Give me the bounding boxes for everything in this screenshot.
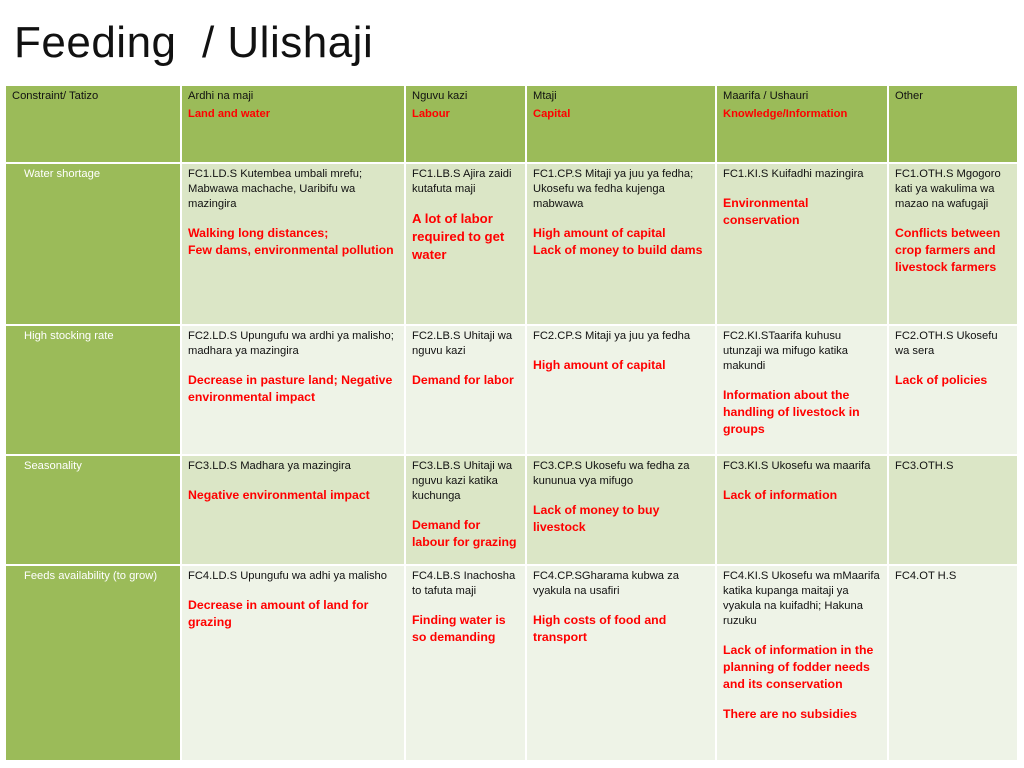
table-cell — [405, 455, 526, 565]
cell-en-text: A lot of labor required to get water — [412, 211, 505, 262]
cell-en-text: There are no subsidies — [723, 707, 857, 721]
cell-en-text: Walking long distances; Few dams, environmental pollution — [188, 226, 394, 257]
header-capital — [526, 85, 716, 163]
cell-en-text: Decrease in pasture land; Negative environmental impact — [188, 373, 393, 404]
row-label: High stocking rate — [5, 325, 181, 455]
cell-en-text: Demand for labor — [412, 373, 514, 387]
header-land-water — [181, 85, 405, 163]
header-sw-label: Maarifa / Ushauri — [723, 90, 809, 102]
cell-sw-text: FC1.KI.S Kuifadhi mazingira — [723, 168, 864, 180]
header-sw-label: Mtaji — [533, 90, 557, 102]
table-cell — [888, 565, 1018, 761]
cell-en-text: Negative environmental impact — [188, 488, 370, 502]
cell-sw-text: FC3.OTH.S — [895, 460, 954, 472]
header-labour — [405, 85, 526, 163]
cell-en-text: Decrease in amount of land for grazing — [188, 598, 369, 629]
table-cell — [716, 455, 888, 565]
cell-sw-text: FC2.OTH.S Ukosefu wa sera — [895, 330, 998, 357]
cell-sw-text: FC1.LD.S Kutembea umbali mrefu; Mabwawa machache, Uaribifu wa mazingira — [188, 168, 363, 210]
cell-en-text: Demand for labour for grazing — [412, 518, 517, 549]
cell-en-text: Environmental conservation — [723, 196, 809, 227]
table-cell — [181, 565, 405, 761]
cell-en-text: High costs of food and transport — [533, 613, 667, 644]
table-row — [5, 163, 1018, 325]
table-cell — [888, 325, 1018, 455]
row-label: Water shortage — [5, 163, 181, 325]
table-cell — [526, 325, 716, 455]
page-title: Feeding / Ulishaji — [14, 18, 374, 67]
cell-sw-text: FC1.LB.S Ajira zaidi kutafuta maji — [412, 168, 512, 195]
header-sw-label: Ardhi na maji — [188, 90, 254, 102]
cell-sw-text: FC1.CP.S Mitaji ya juu ya fedha; Ukosefu wa fedha kujenga mabwawa — [533, 168, 694, 210]
table-cell — [526, 455, 716, 565]
cell-en-text: Lack of information — [723, 488, 838, 502]
cell-en-text: Finding water is so demanding — [412, 613, 506, 644]
table-cell — [181, 325, 405, 455]
table-cell — [526, 565, 716, 761]
table-cell — [405, 163, 526, 325]
table-cell — [716, 325, 888, 455]
header-other — [888, 85, 1018, 163]
cell-sw-text: FC4.OT H.S — [895, 570, 957, 582]
cell-sw-text: FC2.KI.STaarifa kuhusu utunzaji wa mifugo katika makundi — [723, 330, 848, 372]
cell-en-text: Lack of information in the planning of fodder needs and its conservation — [723, 643, 874, 691]
table-cell — [716, 565, 888, 761]
cell-sw-text: FC4.KI.S Ukosefu wa mMaarifa katika kupanga maitaji ya vyakula na kuifadhi; Hakuna ruzuku — [723, 570, 880, 627]
table-cell — [526, 163, 716, 325]
cell-sw-text: FC4.LD.S Upungufu wa adhi ya malisho — [188, 570, 387, 582]
header-constraint: Constraint/ Tatizo — [5, 85, 181, 163]
header-en-label: Land and water — [188, 108, 271, 120]
table-cell — [888, 455, 1018, 565]
table-cell — [181, 163, 405, 325]
header-en-label: Knowledge/Information — [723, 108, 848, 120]
cell-en-text: High amount of capital — [533, 358, 666, 372]
table-cell — [405, 325, 526, 455]
cell-en-text: Conflicts between crop farmers and livestock farmers — [895, 226, 1001, 274]
table-row — [5, 325, 1018, 455]
header-knowledge — [716, 85, 888, 163]
cell-sw-text: FC3.KI.S Ukosefu wa maarifa — [723, 460, 871, 472]
cell-sw-text: FC4.LB.S Inachosha to tafuta maji — [412, 570, 516, 597]
cell-sw-text: FC1.OTH.S Mgogoro kati ya wakulima wa mazao na wafugaji — [895, 168, 1001, 210]
table-row — [5, 565, 1018, 761]
cell-en-text: Lack of money to buy livestock — [533, 503, 660, 534]
header-sw-label: Other — [895, 90, 923, 102]
table-cell — [888, 163, 1018, 325]
table-cell — [405, 565, 526, 761]
header-sw-label: Nguvu kazi — [412, 90, 468, 102]
cell-sw-text: FC2.LB.S Uhitaji wa nguvu kazi — [412, 330, 513, 357]
table-cell — [181, 455, 405, 565]
cell-en-text: Lack of policies — [895, 373, 988, 387]
row-label: Feeds availability (to grow) — [5, 565, 181, 761]
header-row — [5, 85, 1018, 163]
table-row — [5, 455, 1018, 565]
header-en-label: Capital — [533, 108, 571, 120]
constraints-table — [4, 84, 1019, 762]
cell-sw-text: FC2.LD.S Upungufu wa ardhi ya malisho; madhara ya mazingira — [188, 330, 394, 357]
cell-sw-text: FC3.LB.S Uhitaji wa nguvu kazi katika kuchunga — [412, 460, 513, 502]
table-cell — [716, 163, 888, 325]
header-en-label: Labour — [412, 108, 450, 120]
cell-sw-text: FC2.CP.S Mitaji ya juu ya fedha — [533, 330, 691, 342]
cell-sw-text: FC3.LD.S Madhara ya mazingira — [188, 460, 351, 472]
cell-sw-text: FC4.CP.SGharama kubwa za vyakula na usafiri — [533, 570, 679, 597]
row-label: Seasonality — [5, 455, 181, 565]
cell-en-text: High amount of capital Lack of money to build dams — [533, 226, 703, 257]
cell-en-text: Information about the handling of livestock in groups — [723, 388, 860, 436]
cell-sw-text: FC3.CP.S Ukosefu wa fedha za kununua vya mifugo — [533, 460, 690, 487]
